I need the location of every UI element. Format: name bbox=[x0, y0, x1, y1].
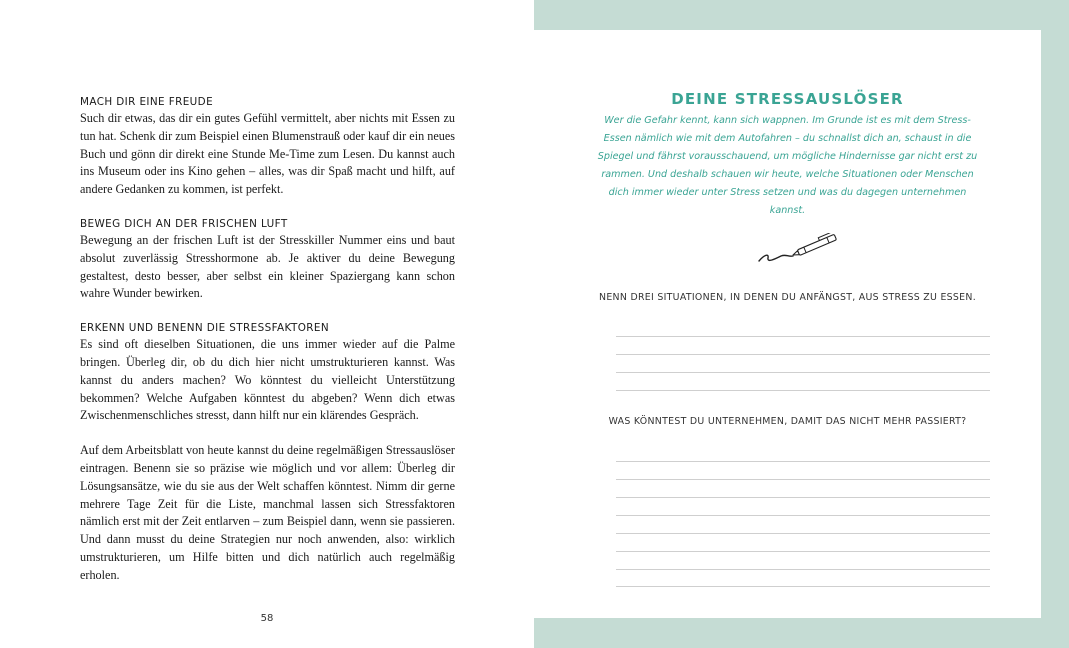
page-number: 58 bbox=[260, 613, 274, 624]
question-actions: WAS KÖNNTEST DU UNTERNEHMEN, DAMIT DAS NICHT MEHR PASSIERT? bbox=[608, 416, 967, 427]
answer-line[interactable] bbox=[616, 551, 990, 552]
pen-icon bbox=[755, 233, 847, 269]
answer-line[interactable] bbox=[616, 336, 990, 337]
section-heading: MACH DIR EINE FREUDE bbox=[80, 96, 214, 108]
answer-line[interactable] bbox=[616, 586, 990, 587]
right-page-frame bbox=[534, 0, 1069, 648]
section-heading: BEWEG DICH AN DER FRISCHEN LUFT bbox=[80, 217, 288, 230]
worksheet bbox=[534, 30, 1041, 618]
answer-line[interactable] bbox=[616, 515, 990, 516]
text-column bbox=[80, 94, 455, 585]
left-page bbox=[0, 0, 534, 648]
answer-line[interactable] bbox=[616, 372, 990, 373]
section-paragraph: Such dir etwas, das dir ein gutes Gefühl vermittelt, aber nichts mit Essen zu tun hat. Schenk dir zum Beispiel einen Blumenstrauß oder kauf dir ein neues Buch und gönn dir direkt eine Stunde Me-Time zum Lesen. Du kannst auch ins Museum oder ins Kino gehen – alles, was dir Spaß macht und hilft, auf andere Gedanken zu kommen, ist perfekt. bbox=[80, 111, 455, 197]
question-situations: NENN DREI SITUATIONEN, IN DENEN DU ANFÄNGST, AUS STRESS ZU ESSEN. bbox=[599, 292, 976, 303]
section-paragraph: Es sind oft dieselben Situationen, die uns immer wieder auf die Palme bringen. Überleg dir, ob du dich hier nicht umstrukturieren kannst. Was kannst du anders machen? Wo könntest du vielleicht Unterstützung bekommen? Welche Aufgaben könntest du abgeben? Wenn dich etwas Zwischenmenschliches stresst, dann hilft nur ein klärendes Gespräch. bbox=[80, 337, 455, 423]
section-paragraph: Auf dem Arbeitsblatt von heute kannst du deine regelmäßigen Stressauslöser eintragen. Benenn sie so präzise wie möglich und vor allem: Überleg dir Lösungsansätze, wie du sie aus der Welt schaffen könntest. Nimm dir gerne mehrere Tage Zeit für die Liste, manchmal lassen sich Stressfaktoren nämlich erst mit der Zeit entlarven – zum Beispiel dann, wenn sie passieren. Und dann musst du deine Strategien nur noch anwenden, also: wirklich umstrukturieren, um Hilfe bitten und dich natürlich auch regelmäßig erholen. bbox=[80, 443, 455, 582]
section-heading: ERKENN UND BENENN DIE STRESSFAKTOREN bbox=[80, 322, 330, 335]
answer-line[interactable] bbox=[616, 461, 990, 462]
answer-line[interactable] bbox=[616, 479, 990, 480]
worksheet-title: DEINE STRESSAUSLÖSER bbox=[671, 90, 904, 108]
answer-line[interactable] bbox=[616, 569, 990, 570]
section-paragraph: Bewegung an der frischen Luft ist der Stresskiller Nummer eins und baut absolut zuverlässig Stresshormone ab. Je aktiver du deine Bewegung gestaltest, desto besser, aber selbst ein kleiner Spaziergang kann schon wahre Wunder bewirken. bbox=[80, 232, 455, 301]
answer-line[interactable] bbox=[616, 497, 990, 498]
answer-line[interactable] bbox=[616, 354, 990, 355]
answer-line[interactable] bbox=[616, 390, 990, 391]
answer-line[interactable] bbox=[616, 533, 990, 534]
worksheet-intro: Wer die Gefahr kennt, kann sich wappnen. Im Grunde ist es mit dem Stress-Essen nämlich wie mit dem Autofahren – du schnallst dich an, schaust in die Spiegel und fährst vorausschauend, um mögliche Hindernisse gar nicht erst zu rammen. Und deshalb schauen wir heute, welche Situationen oder Menschen dich immer wieder unter Stress setzen und was du dagegen unternehmen kannst. bbox=[597, 115, 978, 216]
